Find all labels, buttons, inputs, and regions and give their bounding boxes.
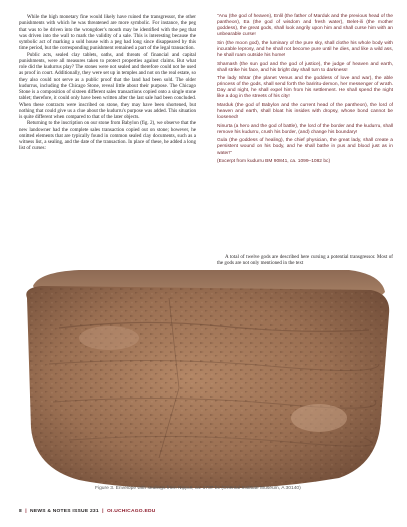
- curse-quote: [217, 14, 393, 168]
- quote-entry: Gula (the goddess of healing), the chief physician, the great lady, shall create a persistent wound on his body, and he shall bathe in pus and blood just as in water!": [217, 138, 393, 156]
- figure-caption: Figure 3. Envelope with sealings from Nippur, ca. 1737 bc (Oriental Institute Museum, A 30140): [95, 486, 301, 491]
- left-paragraph-2: Public acts, sealed clay tablets, oaths, and threats of financial and capital punishments, were all measures taken to protect properties against claims. But what role did the kudurrus play? The stones were not sealed and therefore could not be used as proof in court. Additionally, they were set up in temples and not on the real estate, so they also could not serve as a public proof that the land had been sold. The older kudurrus, including the Chicago Stone, reveal little about their purpose. The Chicago Stone is a composition of sixteen different sales transactions copied onto a single stone tablet; therefore, it could only have been written after the last sale had been concluded. When these contracts were inscribed on stone, they may have been shortened, but nothing that could give us a clue about the kudurru's purpose was added. This situation is quite different when compared to that of the later objects.: [19, 51, 196, 120]
- quote-entry: Shamash (the sun god and the god of justice), the judge of heaven and earth, shall strike his face, and his bright day shall turn to darkness!: [217, 61, 393, 73]
- quote-entry: Marduk (the god of Babylon and the current head of the pantheon), the lord of heaven and earth, shall bloat his insides with dropsy, whose bond cannot be loosened!: [217, 102, 393, 121]
- quote-entry: Sin (the moon god), the luminary of the pure sky, shall clothe his whole body with incurable leprosy, and he shall not become pure until he dies, and like a wild ass, he shall roam outside his home!: [217, 40, 393, 58]
- page-number: 8: [19, 509, 22, 514]
- publication-title: NEWS & NOTES ISSUE 231: [30, 509, 99, 514]
- clay-envelope-photo: [19, 268, 393, 488]
- right-body-text: [217, 254, 393, 267]
- website-link[interactable]: OI.UCHICAGO.EDU: [106, 509, 156, 514]
- quote-entry: "Anu (the god of heaven), Enlil (the father of Marduk and the previous head of the pantheon), Ea (the god of wisdom and fresh water), Belet-ili (the mother goddess), the great gods, shall look angrily upon him and shall curse him with an unbearable curse!: [217, 14, 393, 38]
- quote-source: (Excerpt from kudurru BM 90841, ca. 1099–1082 bc): [217, 159, 331, 165]
- left-paragraph-3: Returning to the inscription on our stone from Babylon (fig. 2), we observe that the new landowner had the complete sales transaction copied out on stone; however, he omitted elements that are typically found in common sealed clay documents, such as a witness list, a sealing, and the date of the transaction. In place of these, he added a long list of curses:: [19, 120, 196, 152]
- quote-entry: Ninurta (a hero and the god of battle), the lord of the border and the kudurru, shall remove his kudurru, crush his border, (and) change his boundary!: [217, 123, 393, 135]
- left-column: [19, 14, 196, 152]
- page-footer: [19, 509, 156, 514]
- footer-divider: |: [100, 509, 106, 514]
- right-paragraph: A total of twelve gods are described here cursing a potential transgressor. Most of the gods are not only mentioned in the text: [217, 254, 393, 267]
- quote-entry: The lady Ishtar (the planet Venus and the goddess of love and war), the able princess of the gods, shall send forth the bariritu-demon, her messenger of wrath. Day and night, he shall expel him from his settlement. He shall spend the night like a dog in the streets of his city!: [217, 76, 393, 100]
- footer-divider: |: [23, 509, 29, 514]
- left-paragraph-1: While the high monetary fine would likely have ruined the transgressor, the other punishments with which he was threatened are more symbolic. For instance, the peg that was to be driven into the wrongdoer's mouth may be identified with the peg that was driven into the wall to mark the validity of a sale. This is interesting because the symbolic act of marking a sold house with a peg had long since disappeared by this time period, but the corresponding punishment remained a part of the legal transaction.: [19, 14, 196, 52]
